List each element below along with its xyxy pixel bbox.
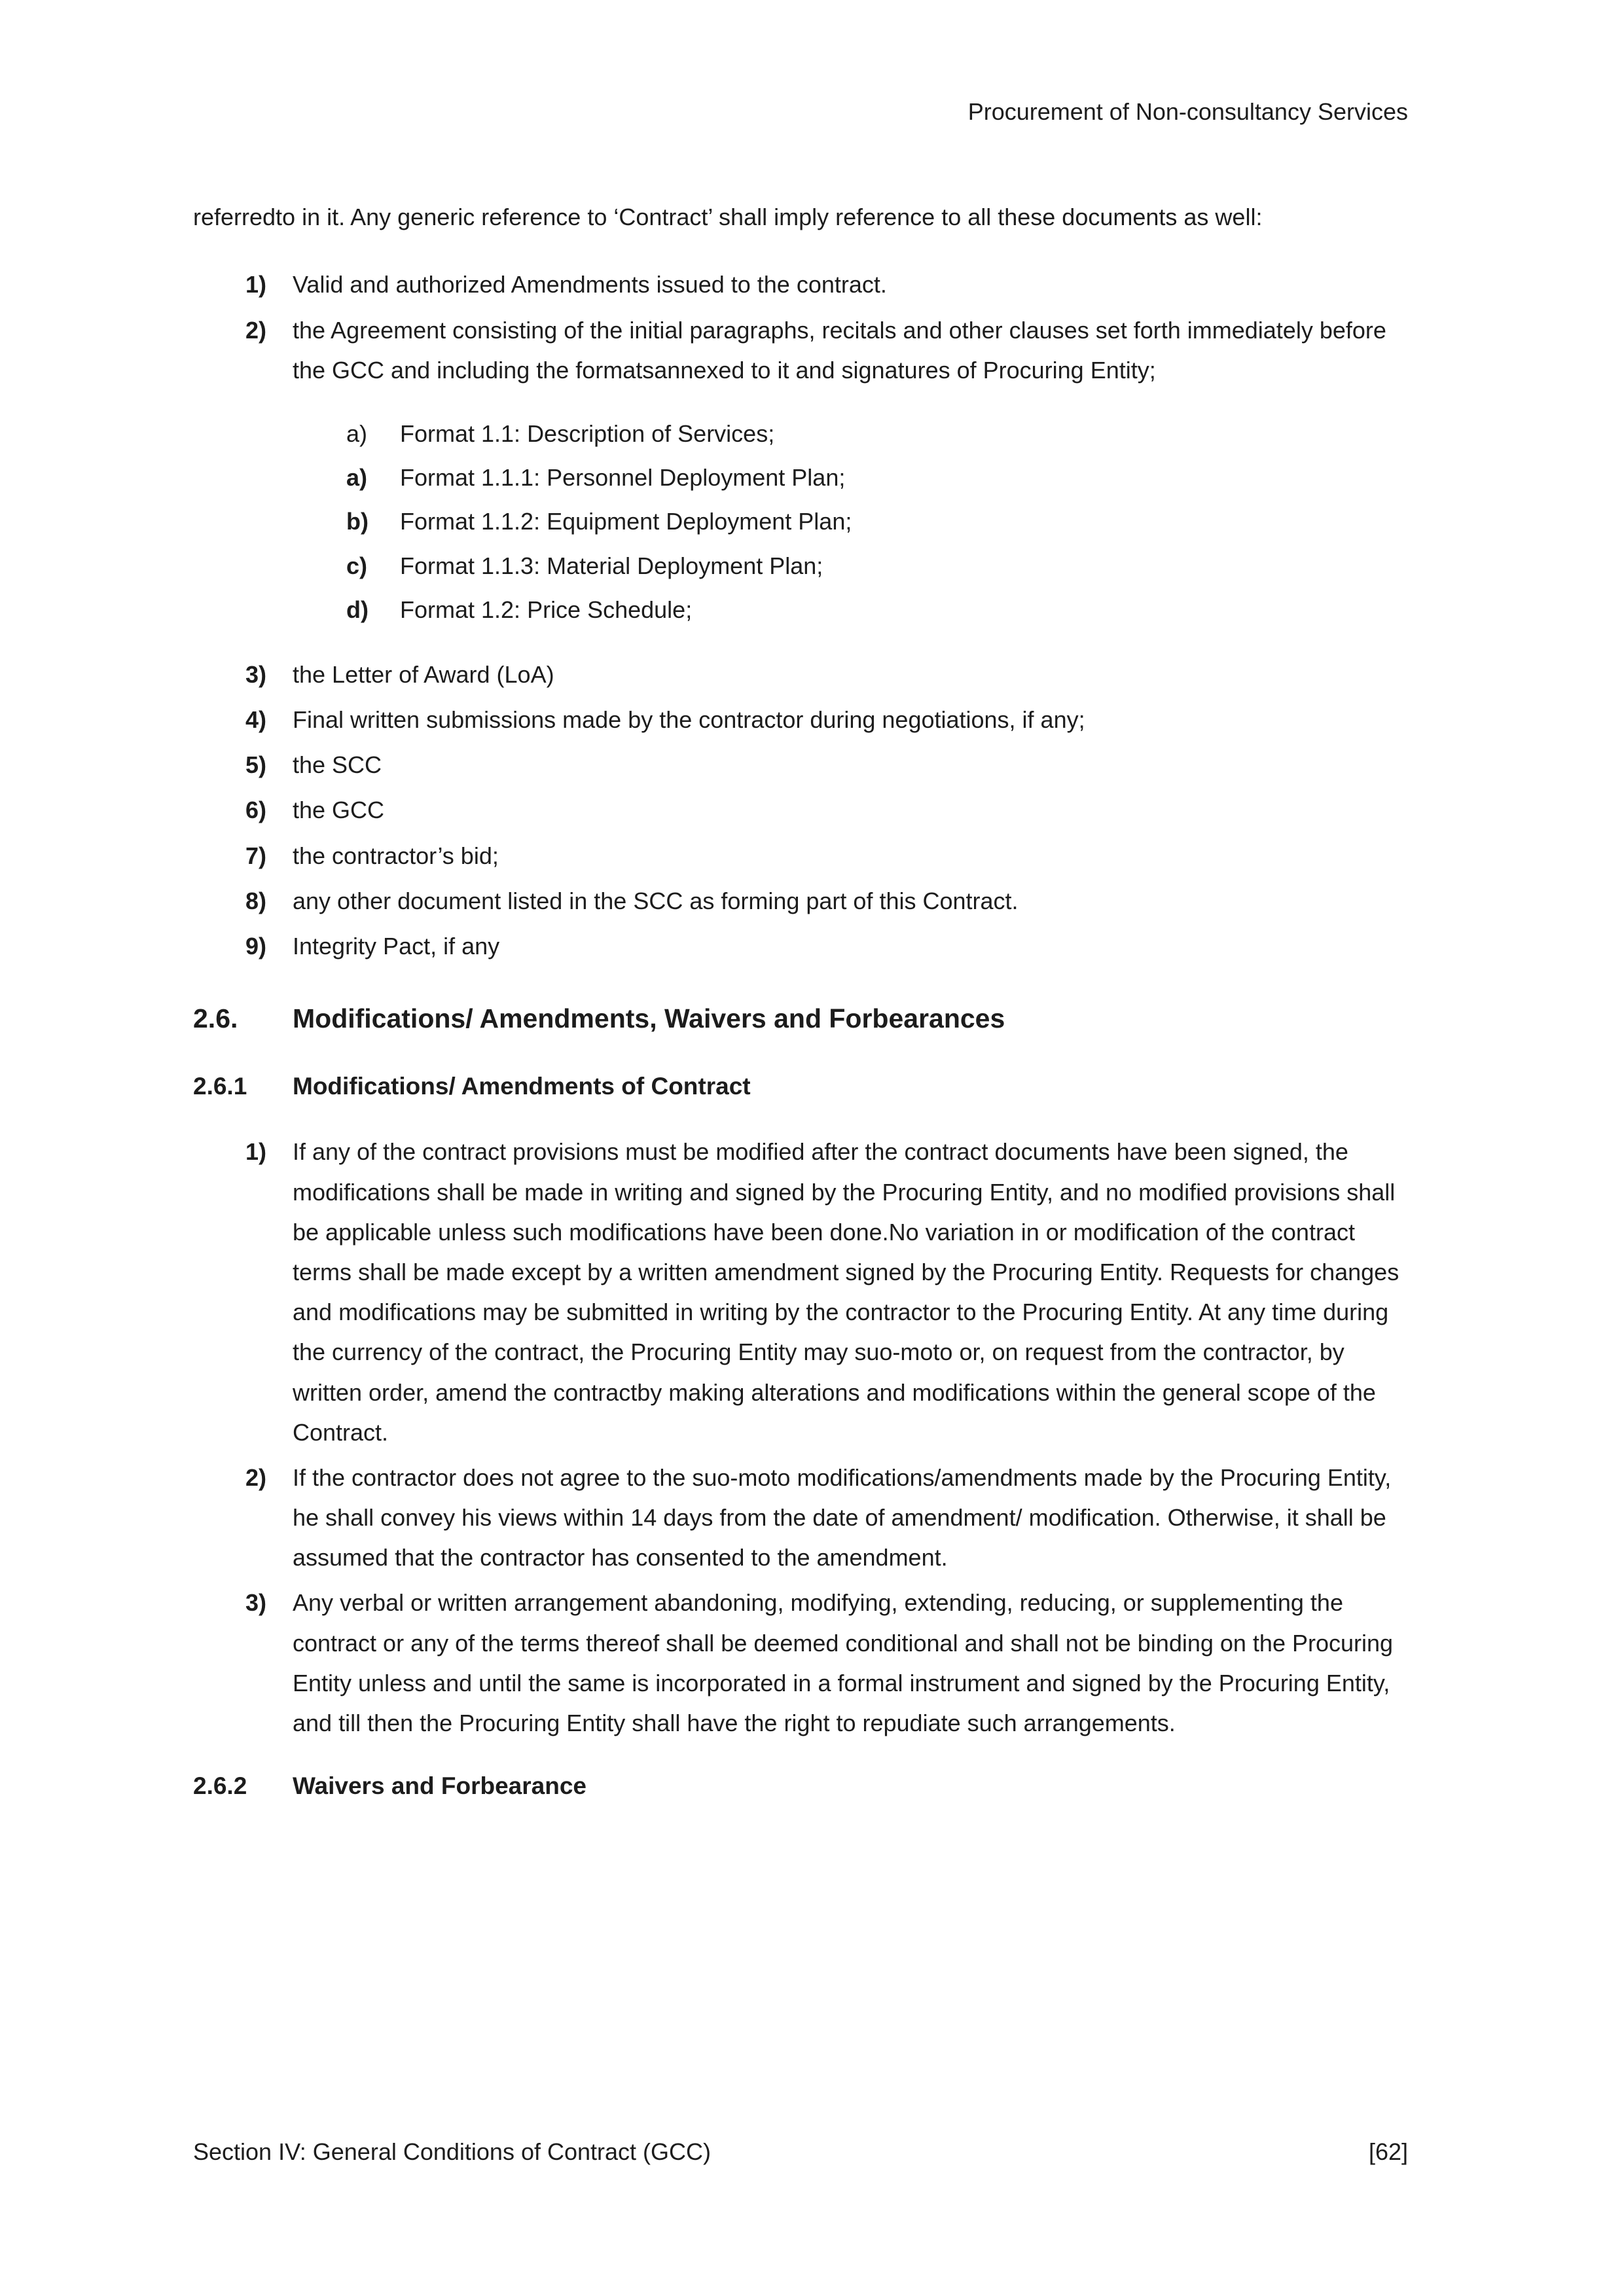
list-marker: 9) xyxy=(245,933,267,960)
list-item xyxy=(346,590,1408,630)
list-marker: 3) xyxy=(245,660,267,688)
list-item xyxy=(245,655,1408,694)
list-marker: 2) xyxy=(245,1463,267,1491)
list-item xyxy=(245,790,1408,830)
list-marker: 1) xyxy=(245,271,267,298)
intro-paragraph: referredto in it. Any generic reference to ‘Contract’ shall imply reference to all these documents as well: xyxy=(193,204,1263,231)
list-item xyxy=(245,836,1408,876)
list-item-text: the contractor’s bid; xyxy=(293,842,499,869)
list-item xyxy=(245,926,1408,966)
list-item xyxy=(245,1132,1408,1452)
section-heading-2-6-1 xyxy=(193,1069,1408,1103)
list-marker: a) xyxy=(346,420,368,447)
page-footer xyxy=(193,2132,1408,2172)
list-item xyxy=(245,264,1408,304)
footer-section-label: Section IV: General Conditions of Contract (GCC) xyxy=(193,2138,711,2165)
list-marker: 5) xyxy=(245,751,267,779)
list-item xyxy=(245,1583,1408,1743)
list-item-text: If any of the contract provisions must be modified after the contract documents have been signed, the modifications shall be made in writing and signed by the Procuring Entity, and no modified provisions shall be applicable unless such modifications have been done.No variation in or modification of the contract terms shall be made except by a written amendment signed by the Procuring Entity. Requests for changes and modifications may be submitted in writing by the contractor to the Procuring Entity. At any time during the currency of the contract, the Procuring Entity may suo-moto or, on request from the contractor, by written order, amend the contractby making alterations and modifications within the general scope of the Contract. xyxy=(293,1138,1399,1446)
list-item-text: If the contractor does not agree to the suo-moto modifications/amendments made by the Procuring Entity, he shall convey his views within 14 days from the date of amendment/ modification. Otherwise, it shall be assumed that the contractor has consented to the amendment. xyxy=(293,1463,1392,1571)
list-item-text: Any verbal or written arrangement abandoning, modifying, extending, reducing, or supplementing the contract or any of the terms thereof shall be deemed conditional and shall not be binding on the Procuring Entity unless and until the same is incorporated in a formal instrument and signed by the Procuring Entity, and till then the Procuring Entity shall have the right to repudiate such arrangements. xyxy=(293,1589,1394,1736)
section-heading-2-6-2 xyxy=(193,1769,1408,1803)
list-item xyxy=(245,1458,1408,1578)
list-item-text: the GCC xyxy=(293,797,385,824)
section-number: 2.6.1 xyxy=(193,1072,247,1100)
list-item xyxy=(245,700,1408,740)
list-item xyxy=(346,501,1408,541)
list-marker: 8) xyxy=(245,887,267,914)
list-item-text: Format 1.2: Price Schedule; xyxy=(400,596,693,623)
section-title: Waivers and Forbearance xyxy=(293,1772,586,1800)
list-marker: 2) xyxy=(245,316,267,344)
list-item xyxy=(346,414,1408,454)
list-marker: 6) xyxy=(245,797,267,824)
list-marker: b) xyxy=(346,508,369,535)
section-number: 2.6. xyxy=(193,1003,238,1034)
list-item xyxy=(346,546,1408,586)
list-item-text: Integrity Pact, if any xyxy=(293,933,500,960)
list-marker: 3) xyxy=(245,1589,267,1617)
list-item-text: any other document listed in the SCC as forming part of this Contract. xyxy=(293,887,1019,914)
list-marker: a) xyxy=(346,464,368,492)
section-heading-2-6 xyxy=(193,1000,1408,1037)
list-item-text: Format 1.1: Description of Services; xyxy=(400,420,775,447)
lettered-sublist xyxy=(346,414,1408,630)
list-item xyxy=(245,745,1408,785)
numbered-list-2-6-1 xyxy=(245,1132,1408,1743)
running-header: Procurement of Non-consultancy Services xyxy=(967,98,1408,125)
list-item-text: Final written submissions made by the contractor during negotiations, if any; xyxy=(293,706,1085,734)
section-title: Modifications/ Amendments, Waivers and Forbearances xyxy=(293,1003,1005,1034)
list-item-text: Valid and authorized Amendments issued to the contract. xyxy=(293,271,887,298)
section-number: 2.6.2 xyxy=(193,1772,247,1800)
section-title: Modifications/ Amendments of Contract xyxy=(293,1072,751,1100)
list-item-text: Format 1.1.2: Equipment Deployment Plan; xyxy=(400,508,852,535)
list-marker: c) xyxy=(346,552,368,579)
list-marker: 1) xyxy=(245,1138,267,1166)
list-item-text: Format 1.1.3: Material Deployment Plan; xyxy=(400,552,823,579)
list-item xyxy=(245,310,1408,390)
list-item-text: the Agreement consisting of the initial paragraphs, recitals and other clauses set forth immediately before the GCC and including the formatsannexed to it and signatures of Procuring Entity; xyxy=(293,316,1386,384)
list-marker: 4) xyxy=(245,706,267,734)
list-item-text: the Letter of Award (LoA) xyxy=(293,660,554,688)
list-item xyxy=(346,457,1408,497)
numbered-list-top xyxy=(245,264,1408,966)
list-item xyxy=(245,881,1408,921)
list-item-text: Format 1.1.1: Personnel Deployment Plan; xyxy=(400,464,846,492)
list-item-text: the SCC xyxy=(293,751,382,779)
page-number: [62] xyxy=(1368,2138,1408,2165)
list-marker: 7) xyxy=(245,842,267,869)
list-marker: d) xyxy=(346,596,369,623)
